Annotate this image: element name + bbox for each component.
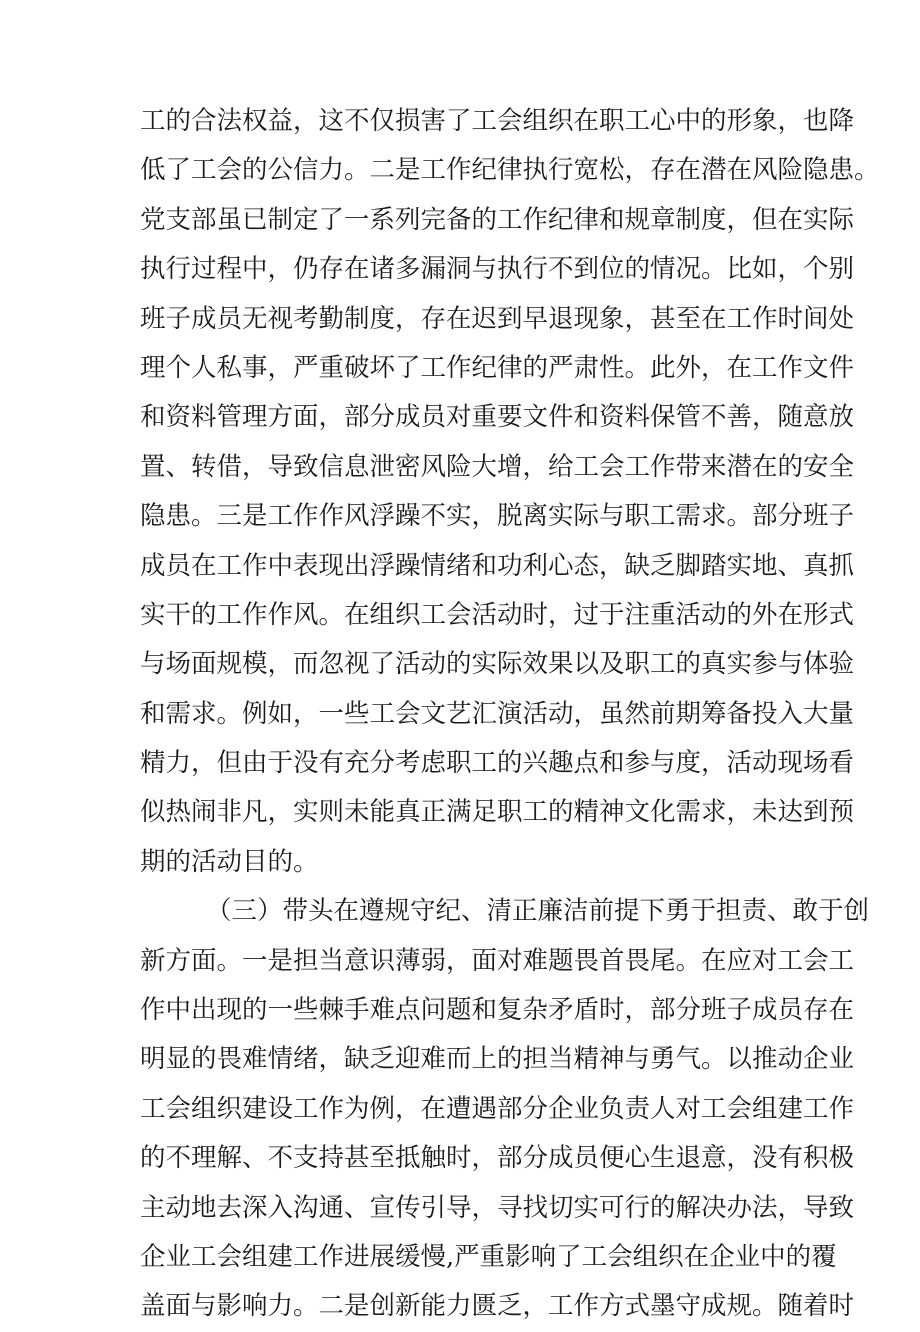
- text-line: 隐患。三是工作作风浮躁不实，脱离实际与职工需求。部分班子: [140, 501, 855, 532]
- text-line: 似热闹非凡，实则未能真正满足职工的精神文化需求，未达到预: [140, 797, 855, 828]
- body-text: [140, 97, 880, 1332]
- text-line: 工会组织建设工作为例，在遭遇部分企业负责人对工会组建工作: [140, 1093, 855, 1124]
- text-line: 执行过程中，仍存在诸多漏洞与执行不到位的情况。比如，个别: [140, 254, 855, 285]
- section-heading-line: （三）带头在遵规守纪、清正廉洁前提下勇于担责、敢于创: [206, 896, 870, 927]
- text-line: 期的活动目的。: [140, 846, 319, 877]
- text-line: 作中出现的一些棘手难点问题和复杂矛盾时，部分班子成员存在: [140, 995, 855, 1026]
- text-line: 盖面与影响力。二是创新能力匮乏，工作方式墨守成规。随着时: [140, 1291, 855, 1322]
- text-line: 班子成员无视考勤制度，存在迟到早退现象，甚至在工作时间处: [140, 303, 855, 334]
- text-line: 主动地去深入沟通、宣传引导，寻找切实可行的解决办法，导致: [140, 1192, 855, 1223]
- text-line: 党支部虽已制定了一系列完备的工作纪律和规章制度，但在实际: [140, 204, 855, 235]
- text-line: 成员在工作中表现出浮躁情绪和功利心态，缺乏脚踏实地、真抓: [140, 550, 855, 581]
- text-line: 企业工会组建工作进展缓慢,严重影响了工会组织在企业中的覆: [140, 1241, 837, 1272]
- text-line: 理个人私事，严重破坏了工作纪律的严肃性。此外，在工作文件: [140, 352, 855, 383]
- text-line: 低了工会的公信力。二是工作纪律执行宽松，存在潜在风险隐患。: [140, 155, 880, 186]
- text-line: 新方面。一是担当意识薄弱，面对难题畏首畏尾。在应对工会工: [140, 945, 855, 976]
- text-line: 的不理解、不支持甚至抵触时，部分成员便心生退意，没有积极: [140, 1143, 855, 1174]
- text-line: 明显的畏难情绪，缺乏迎难而上的担当精神与勇气。以推动企业: [140, 1044, 855, 1075]
- text-line: 和资料管理方面，部分成员对重要文件和资料保管不善，随意放: [140, 402, 855, 433]
- text-line: 置、转借，导致信息泄密风险大增，给工会工作带来潜在的安全: [140, 451, 855, 482]
- text-line: 工的合法权益，这不仅损害了工会组织在职工心中的形象，也降: [140, 106, 855, 136]
- text-line: 精力，但由于没有充分考虑职工的兴趣点和参与度，活动现场看: [140, 748, 855, 779]
- text-line: 与场面规模，而忽视了活动的实际效果以及职工的真实参与体验: [140, 649, 855, 680]
- text-line: 实干的工作作风。在组织工会活动时，过于注重活动的外在形式: [140, 599, 855, 630]
- text-line: 和需求。例如，一些工会文艺汇演活动，虽然前期筹备投入大量: [140, 698, 855, 729]
